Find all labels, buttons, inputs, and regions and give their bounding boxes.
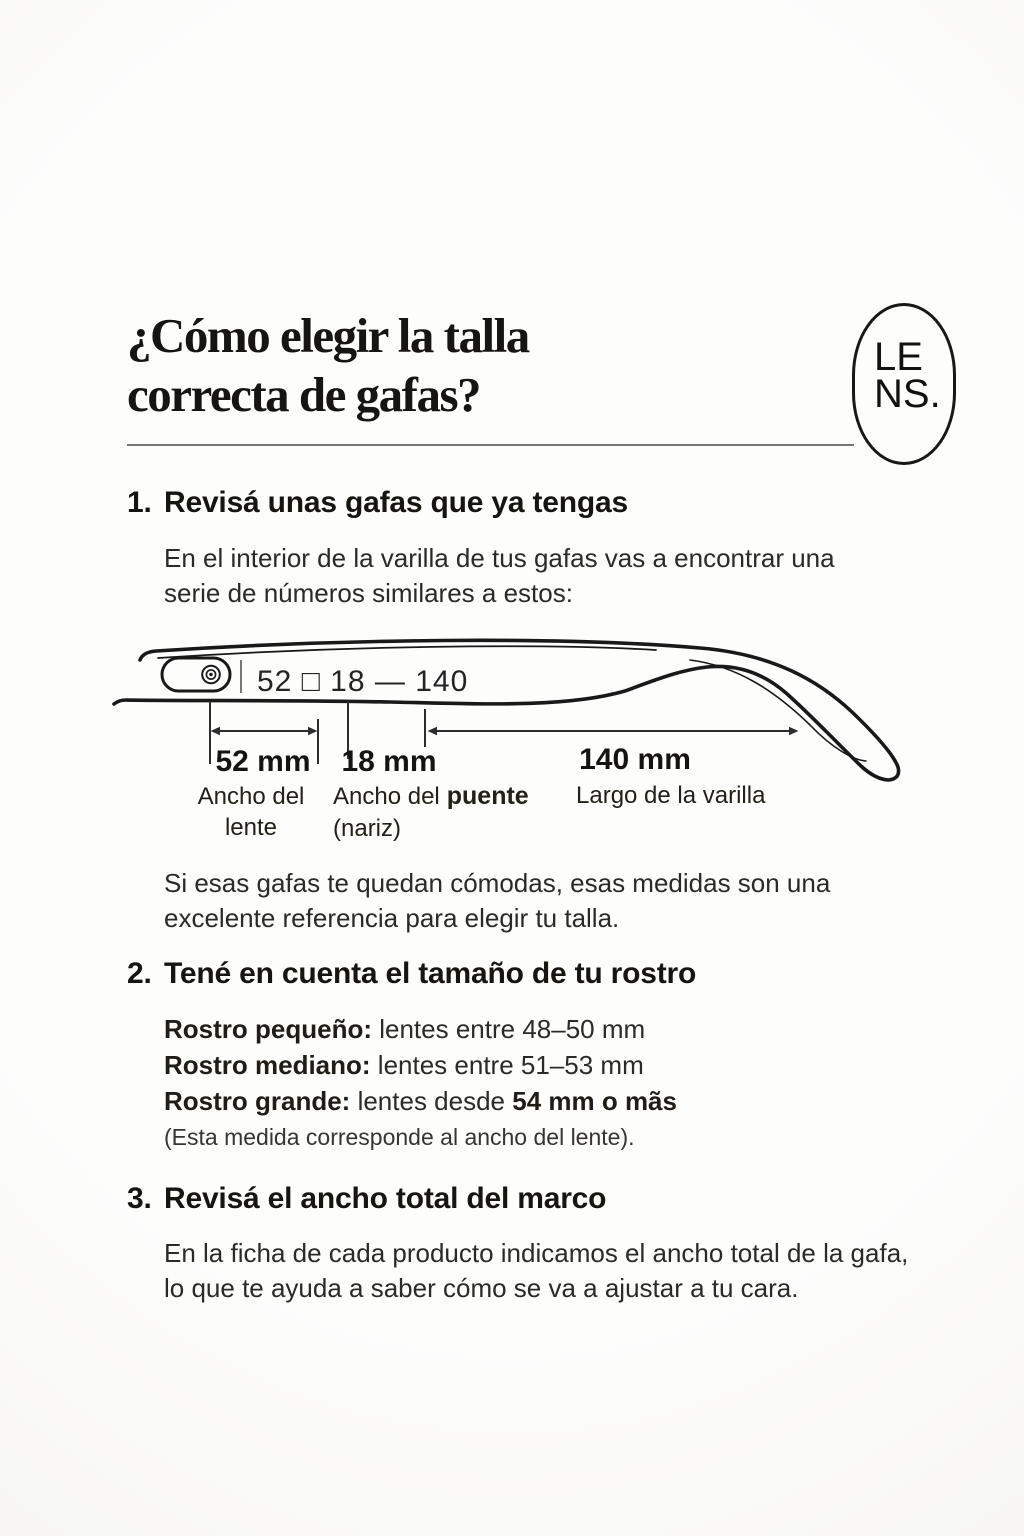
section3-body-line1: En la ficha de cada producto indicamos el ancho total de la gafa, <box>164 1238 909 1268</box>
face-size-text: lentes desde <box>350 1086 513 1116</box>
section3-body-line2: lo que te ayuda a saber cómo se va a ajustar a tu cara. <box>164 1273 799 1303</box>
bridge-caption-line2: (nariz) <box>333 815 402 842</box>
face-size-text: lentes entre 48–50 mm <box>372 1014 646 1044</box>
brand-logo-line2: NS. <box>874 372 941 416</box>
section1-footer <box>164 866 830 936</box>
lens-caption-line2: lente <box>224 814 278 841</box>
section3-number: 3. <box>127 1182 152 1215</box>
face-size-row-large <box>164 1083 677 1119</box>
bridge-width-value: 18 mm <box>341 745 437 778</box>
face-size-text: lentes entre 51–53 mm <box>370 1050 644 1080</box>
section2-heading <box>127 957 696 991</box>
lens-caption-line1: Ancho del <box>197 783 305 810</box>
glasses-temple-diagram <box>0 598 1024 870</box>
section1-heading <box>127 486 628 520</box>
section1-number: 1. <box>127 486 152 519</box>
page-title-line1: ¿Cómo elegir la talla <box>127 308 529 363</box>
section1-footer-line1: Si esas gafas te quedan cómodas, esas medidas son una <box>164 868 831 898</box>
face-size-label: Rostro grande: <box>164 1086 351 1116</box>
temple-caption: Largo de la varilla <box>576 782 766 809</box>
section2-number: 2. <box>127 957 152 990</box>
brand-logo <box>852 303 956 465</box>
hinge-screw-icon <box>202 666 220 684</box>
brand-logo-line1: LE <box>874 335 923 379</box>
section1-footer-line2: excelente referencia para elegir tu talla. <box>164 903 620 933</box>
bridge-caption-bold: puente <box>446 782 529 810</box>
temple-length-arrow <box>428 727 799 735</box>
section1-body-line1: En el interior de la varilla de tus gafas vas a encontrar una <box>164 543 835 573</box>
face-size-label: Rostro mediano: <box>164 1050 371 1080</box>
bridge-caption-regular: Ancho del <box>333 783 440 810</box>
page-title-line2: correcta de gafas? <box>127 367 481 422</box>
section3-body <box>164 1236 908 1306</box>
brand-logo-text <box>874 335 953 416</box>
face-size-row-medium <box>164 1047 677 1083</box>
section3-heading <box>127 1182 606 1216</box>
section2-title: Tené en cuenta el tamaño de tu rostro <box>164 957 697 990</box>
lens-width-arrow <box>211 727 318 735</box>
face-size-bold-suffix: 54 mm o mãs <box>512 1086 677 1116</box>
section3-title: Revisá el ancho total del marco <box>164 1182 607 1215</box>
lens-width-note: (Esta medida corresponde al ancho del lente). <box>164 1124 635 1150</box>
bridge-caption-line1 <box>333 782 529 810</box>
section1-title: Revisá unas gafas que ya tengas <box>164 486 629 519</box>
face-size-row-small <box>164 1011 677 1047</box>
temple-length-value: 140 mm <box>579 743 691 776</box>
face-size-label: Rostro pequeño: <box>164 1014 372 1044</box>
lens-width-value: 52 mm <box>215 745 311 778</box>
page-title <box>127 306 529 424</box>
face-size-list <box>164 1011 677 1119</box>
temple-spec-text: 52 □ 18 — 140 <box>257 665 469 698</box>
title-divider <box>127 444 854 446</box>
section1-body-line2: serie de números similares a estos: <box>164 578 573 608</box>
